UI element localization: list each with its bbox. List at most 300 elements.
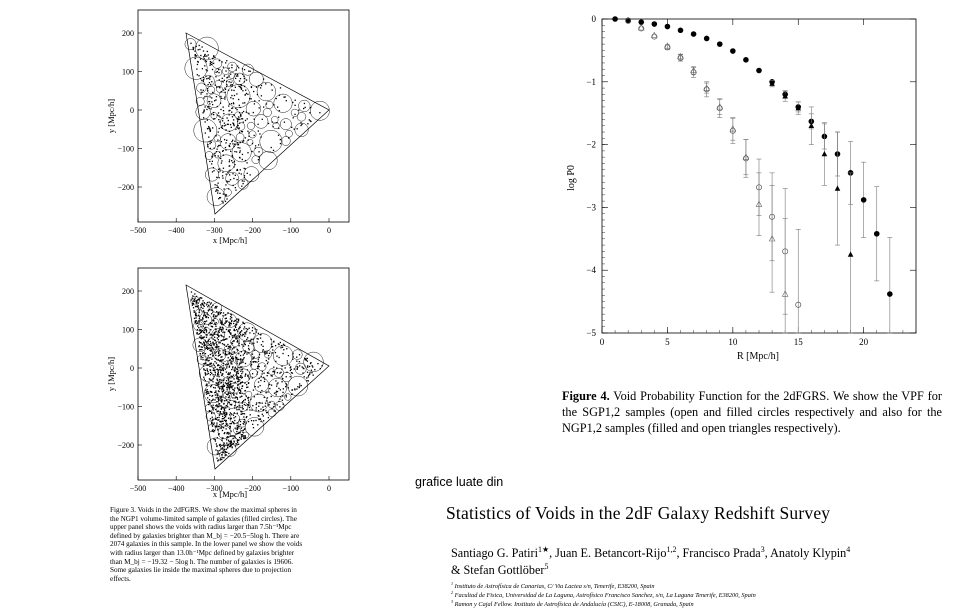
galaxy-point xyxy=(237,397,238,398)
galaxy-point xyxy=(276,98,277,99)
galaxy-point xyxy=(201,80,202,81)
fig3-caption xyxy=(110,506,352,583)
x-tick-labels xyxy=(130,218,331,235)
galaxy-point xyxy=(208,136,209,137)
galaxy-point xyxy=(221,445,222,446)
galaxy-point xyxy=(205,321,206,322)
galaxy-point xyxy=(217,183,218,184)
galaxy-point xyxy=(244,376,245,377)
galaxy-point xyxy=(272,121,273,122)
galaxy-point xyxy=(275,392,276,393)
galaxy-point xyxy=(225,407,226,408)
galaxy-point xyxy=(254,119,255,120)
galaxy-point xyxy=(259,378,260,379)
galaxy-point xyxy=(241,373,242,374)
galaxy-point xyxy=(222,416,223,417)
galaxy-point xyxy=(214,369,215,370)
galaxy-point xyxy=(230,82,231,83)
galaxy-point xyxy=(217,364,218,365)
data-point xyxy=(730,48,736,54)
galaxy-point xyxy=(236,431,237,432)
galaxy-point xyxy=(220,425,221,426)
galaxy-point xyxy=(226,452,227,453)
galaxy-point xyxy=(207,371,208,372)
galaxy-point xyxy=(225,62,226,63)
author-affil-marker: 3 xyxy=(760,544,765,554)
galaxy-point xyxy=(262,341,263,342)
galaxy-point xyxy=(192,295,193,296)
galaxy-point xyxy=(280,87,281,88)
galaxy-point xyxy=(262,414,263,415)
galaxy-point xyxy=(238,409,239,410)
galaxy-point xyxy=(243,393,244,394)
galaxy-point xyxy=(206,394,207,395)
galaxy-point xyxy=(279,110,280,111)
galaxy-point xyxy=(234,164,235,165)
galaxy-point xyxy=(207,343,208,344)
galaxy-point xyxy=(262,403,263,404)
galaxy-point xyxy=(222,418,223,419)
galaxy-point xyxy=(238,128,239,129)
galaxy-point xyxy=(198,320,199,321)
galaxy-point xyxy=(216,443,217,444)
galaxy-point xyxy=(260,136,261,137)
galaxy-point xyxy=(211,306,212,307)
y-tick-label: −100 xyxy=(117,144,134,154)
galaxy-point xyxy=(290,376,291,377)
galaxy-point xyxy=(194,293,195,294)
galaxy-point xyxy=(280,347,281,348)
galaxy-point xyxy=(210,148,211,149)
galaxy-point xyxy=(196,68,197,69)
galaxy-point xyxy=(236,335,237,336)
galaxy-point xyxy=(299,383,300,384)
galaxy-point xyxy=(206,346,207,347)
galaxy-point xyxy=(245,332,246,333)
galaxy-point xyxy=(232,143,233,144)
galaxy-point xyxy=(220,400,221,401)
x-tick-label: −300 xyxy=(206,226,223,235)
galaxy-point xyxy=(218,390,219,391)
author-list: Santiago G. Patiri$^{1★}$, Juan E. Betancort-Rijo$^{1,2}$, Francisco Prada$^3$, Anatoly Klypin$^4$ & Stefan Gottlöber$^5$ xyxy=(451,544,851,577)
galaxy-point xyxy=(209,78,210,79)
galaxy-point xyxy=(255,420,256,421)
galaxy-point xyxy=(264,365,265,366)
galaxy-point xyxy=(242,159,243,160)
galaxy-point xyxy=(238,320,239,321)
galaxy-point xyxy=(229,395,230,396)
galaxy-point xyxy=(236,151,237,152)
galaxy-point xyxy=(236,323,237,324)
void-sphere xyxy=(236,133,244,141)
galaxy-point xyxy=(235,437,236,438)
galaxy-point xyxy=(225,201,226,202)
author-name: Francisco Prada xyxy=(682,546,761,560)
galaxy-point xyxy=(208,317,209,318)
galaxy-point xyxy=(227,364,228,365)
galaxy-point xyxy=(292,359,293,360)
galaxy-point xyxy=(203,377,204,378)
galaxy-point xyxy=(216,307,217,308)
galaxy-point xyxy=(241,396,242,397)
galaxy-point xyxy=(235,374,236,375)
data-point xyxy=(678,28,684,34)
galaxy-point xyxy=(203,326,204,327)
galaxy-point xyxy=(230,318,231,319)
galaxy-point xyxy=(258,338,259,339)
galaxy-point xyxy=(237,340,238,341)
galaxy-point xyxy=(264,351,265,352)
data-point xyxy=(756,68,762,74)
galaxy-point xyxy=(208,101,209,102)
galaxy-point xyxy=(261,95,262,96)
galaxy-point xyxy=(223,106,224,107)
galaxy-point xyxy=(223,352,224,353)
galaxy-point xyxy=(245,333,246,334)
galaxy-point xyxy=(266,412,267,413)
galaxy-point xyxy=(220,158,221,159)
galaxy-point xyxy=(237,349,238,350)
galaxy-point xyxy=(212,355,213,356)
galaxy-point xyxy=(244,340,245,341)
y-tick-label: −5 xyxy=(586,328,596,338)
galaxy-point xyxy=(244,413,245,414)
galaxy-point xyxy=(207,84,208,85)
x-tick-label: −500 xyxy=(129,484,147,493)
galaxy-point xyxy=(202,343,203,344)
galaxy-point xyxy=(214,153,215,154)
galaxy-point xyxy=(264,378,265,379)
galaxy-point xyxy=(215,358,216,359)
galaxy-point xyxy=(224,98,225,99)
galaxy-point xyxy=(229,414,230,415)
galaxy-point xyxy=(218,417,219,418)
galaxy-point xyxy=(203,332,204,333)
void-spheres xyxy=(185,37,330,206)
galaxy-point xyxy=(200,78,201,79)
galaxy-point xyxy=(205,374,206,375)
galaxy-point xyxy=(209,128,210,129)
galaxy-point xyxy=(217,332,218,333)
galaxy-point xyxy=(260,334,261,335)
galaxy-point xyxy=(260,337,261,338)
galaxy-point xyxy=(203,315,204,316)
galaxy-point xyxy=(216,189,217,190)
galaxy-point xyxy=(244,422,245,423)
author-affil-marker: 1★ xyxy=(538,544,550,554)
galaxy-point xyxy=(291,127,292,128)
galaxy-point xyxy=(217,395,218,396)
galaxy-point xyxy=(252,143,253,144)
galaxy-point xyxy=(221,375,222,376)
galaxy-point xyxy=(236,179,237,180)
galaxy-point xyxy=(214,100,215,101)
galaxy-point xyxy=(206,385,207,386)
void-sphere xyxy=(263,108,271,116)
galaxy-point xyxy=(240,421,241,422)
galaxy-point xyxy=(207,146,208,147)
galaxy-point xyxy=(228,114,229,115)
void-sphere xyxy=(207,86,215,94)
galaxy-point xyxy=(226,439,227,440)
galaxy-point xyxy=(248,139,249,140)
galaxy-point xyxy=(215,72,216,73)
galaxy-point xyxy=(228,346,229,347)
galaxy-point xyxy=(302,372,303,373)
galaxy-point xyxy=(241,362,242,363)
galaxy-point xyxy=(300,125,301,126)
galaxy-point xyxy=(302,366,303,367)
galaxy-point xyxy=(218,453,219,454)
galaxy-point xyxy=(278,128,279,129)
galaxy-point xyxy=(212,430,213,431)
galaxy-point xyxy=(237,429,238,430)
galaxy-point xyxy=(234,352,235,353)
galaxy-point xyxy=(222,175,223,176)
galaxy-point xyxy=(240,150,241,151)
galaxy-point xyxy=(221,440,222,441)
galaxy-point xyxy=(200,353,201,354)
galaxy-point xyxy=(230,347,231,348)
galaxy-point xyxy=(237,359,238,360)
y-tick-label: −2 xyxy=(586,139,596,150)
galaxy-point xyxy=(234,95,235,96)
galaxy-point xyxy=(309,366,310,367)
galaxy-point xyxy=(206,383,207,384)
galaxy-point xyxy=(215,191,216,192)
galaxy-point xyxy=(239,152,240,153)
galaxy-point xyxy=(277,372,278,373)
galaxy-point xyxy=(198,49,199,50)
galaxy-point xyxy=(210,108,211,109)
galaxy-point xyxy=(235,401,236,402)
galaxy-point xyxy=(204,65,205,66)
galaxy-point xyxy=(259,107,260,108)
void-sphere xyxy=(285,130,292,137)
galaxy-point xyxy=(230,363,231,364)
galaxy-point xyxy=(231,435,232,436)
galaxy-point xyxy=(224,87,225,88)
galaxy-point xyxy=(204,336,205,337)
galaxy-point xyxy=(221,386,222,387)
galaxy-point xyxy=(214,318,215,319)
galaxy-point xyxy=(218,359,219,360)
galaxy-point xyxy=(274,371,275,372)
galaxy-point xyxy=(219,197,220,198)
galaxy-point xyxy=(242,405,243,406)
galaxy-point xyxy=(240,361,241,362)
galaxy-point xyxy=(244,69,245,70)
galaxy-point xyxy=(228,181,229,182)
galaxy-point xyxy=(224,75,225,76)
galaxy-point xyxy=(206,69,207,70)
galaxy-point xyxy=(207,370,208,371)
galaxy-point xyxy=(209,302,210,303)
galaxy-point xyxy=(240,114,241,115)
galaxy-point xyxy=(235,338,236,339)
galaxy-point xyxy=(247,369,248,370)
galaxy-point xyxy=(304,103,305,104)
galaxy-point xyxy=(233,90,234,91)
galaxy-point xyxy=(212,334,213,335)
galaxy-point xyxy=(299,385,300,386)
galaxy-point xyxy=(228,453,229,454)
galaxy-point xyxy=(218,342,219,343)
galaxy-point xyxy=(246,328,247,329)
galaxy-point xyxy=(278,388,279,389)
galaxy-point xyxy=(221,413,222,414)
galaxy-point xyxy=(226,366,227,367)
galaxy-point xyxy=(222,332,223,333)
galaxy-point xyxy=(248,113,249,114)
galaxy-point xyxy=(234,407,235,408)
galaxy-point xyxy=(225,396,226,397)
galaxy-point xyxy=(216,404,217,405)
galaxy-point xyxy=(240,84,241,85)
galaxy-point xyxy=(225,194,226,195)
galaxy-point xyxy=(217,313,218,314)
galaxy-point xyxy=(198,302,199,303)
galaxy-point xyxy=(229,428,230,429)
galaxy-point xyxy=(211,412,212,413)
galaxy-point xyxy=(212,92,213,93)
galaxy-point xyxy=(221,379,222,380)
galaxy-point xyxy=(222,367,223,368)
galaxy-point xyxy=(218,69,219,70)
galaxy-point xyxy=(224,139,225,140)
galaxy-point xyxy=(261,376,262,377)
galaxy-point xyxy=(249,378,250,379)
galaxy-point xyxy=(209,332,210,333)
galaxy-point xyxy=(214,361,215,362)
galaxy-point xyxy=(241,89,242,90)
galaxy-point xyxy=(222,399,223,400)
galaxy-point xyxy=(220,170,221,171)
galaxy-point xyxy=(200,335,201,336)
galaxy-point xyxy=(257,341,258,342)
galaxy-point xyxy=(230,124,231,125)
void-sphere xyxy=(220,134,236,150)
galaxy-point xyxy=(241,173,242,174)
galaxy-point xyxy=(195,306,196,307)
galaxy-point xyxy=(212,408,213,409)
galaxy-point xyxy=(207,90,208,91)
galaxy-point xyxy=(287,362,288,363)
galaxy-point xyxy=(218,112,219,113)
void-sphere xyxy=(280,119,291,130)
galaxy-point xyxy=(252,330,253,331)
galaxy-point xyxy=(289,364,290,365)
data-point xyxy=(743,57,749,63)
galaxy-point xyxy=(312,366,313,367)
galaxy-point xyxy=(235,175,236,176)
galaxy-point xyxy=(286,376,287,377)
galaxy-point xyxy=(228,331,229,332)
data-point xyxy=(887,291,893,297)
galaxy-point xyxy=(216,422,217,423)
galaxy-point xyxy=(196,296,197,297)
galaxy-point xyxy=(223,403,224,404)
galaxy-point xyxy=(228,440,229,441)
galaxy-point xyxy=(237,142,238,143)
x-tick-label: −200 xyxy=(244,226,261,235)
galaxy-point xyxy=(249,98,250,99)
galaxy-point xyxy=(209,65,210,66)
galaxy-point xyxy=(258,406,259,407)
galaxy-point xyxy=(258,415,259,416)
galaxy-point xyxy=(219,415,220,416)
galaxy-point xyxy=(225,392,226,393)
galaxy-point xyxy=(222,172,223,173)
galaxy-point xyxy=(263,415,264,416)
galaxy-point xyxy=(194,50,195,51)
galaxy-point xyxy=(237,121,238,122)
galaxy-point xyxy=(198,307,199,308)
galaxy-point xyxy=(233,369,234,370)
galaxy-point xyxy=(214,392,215,393)
galaxy-point xyxy=(195,300,196,301)
galaxy-point xyxy=(226,198,227,199)
galaxy-point xyxy=(197,74,198,75)
galaxy-point xyxy=(264,381,265,382)
galaxy-point xyxy=(231,404,232,405)
galaxy-point xyxy=(231,444,232,445)
galaxy-point xyxy=(238,343,239,344)
affiliation-text: Instituto de Astrofísica de Canarias, C/ Via Lactea s/n, Tenerife, E38200, Spain xyxy=(453,583,655,590)
galaxy-point xyxy=(218,353,219,354)
galaxy-point xyxy=(258,359,259,360)
galaxy-point xyxy=(226,346,227,347)
galaxy-point xyxy=(227,181,228,182)
galaxy-point xyxy=(220,334,221,335)
galaxy-point xyxy=(218,72,219,73)
galaxy-point xyxy=(199,333,200,334)
galaxy-point xyxy=(244,323,245,324)
galaxy-point xyxy=(282,347,283,348)
galaxy-point xyxy=(244,81,245,82)
y-tick-label: −200 xyxy=(117,183,134,192)
galaxy-point xyxy=(197,306,198,307)
galaxy-point xyxy=(232,335,233,336)
void-sphere xyxy=(310,101,329,120)
galaxy-point xyxy=(207,88,208,89)
galaxy-point xyxy=(223,168,224,169)
galaxy-point xyxy=(219,403,220,404)
galaxy-point xyxy=(262,346,263,347)
galaxy-point xyxy=(213,363,214,364)
galaxy-point xyxy=(236,407,237,408)
galaxy-point xyxy=(299,365,300,366)
galaxy-point xyxy=(300,122,301,123)
galaxy-point xyxy=(221,361,222,362)
galaxy-point xyxy=(216,306,217,307)
galaxy-point xyxy=(207,389,208,390)
affiliation-number: 1 xyxy=(451,580,454,586)
galaxy-point xyxy=(238,328,239,329)
galaxy-point xyxy=(204,314,205,315)
galaxy-point xyxy=(222,369,223,370)
galaxy-point xyxy=(223,113,224,114)
void-sphere xyxy=(211,112,217,118)
galaxy-point xyxy=(230,443,231,444)
galaxy-point xyxy=(241,382,242,383)
galaxy-point xyxy=(203,305,204,306)
galaxy-point xyxy=(193,49,194,50)
galaxy-point xyxy=(231,112,232,113)
galaxy-point xyxy=(217,337,218,338)
galaxy-point xyxy=(233,422,234,423)
galaxy-point xyxy=(211,101,212,102)
